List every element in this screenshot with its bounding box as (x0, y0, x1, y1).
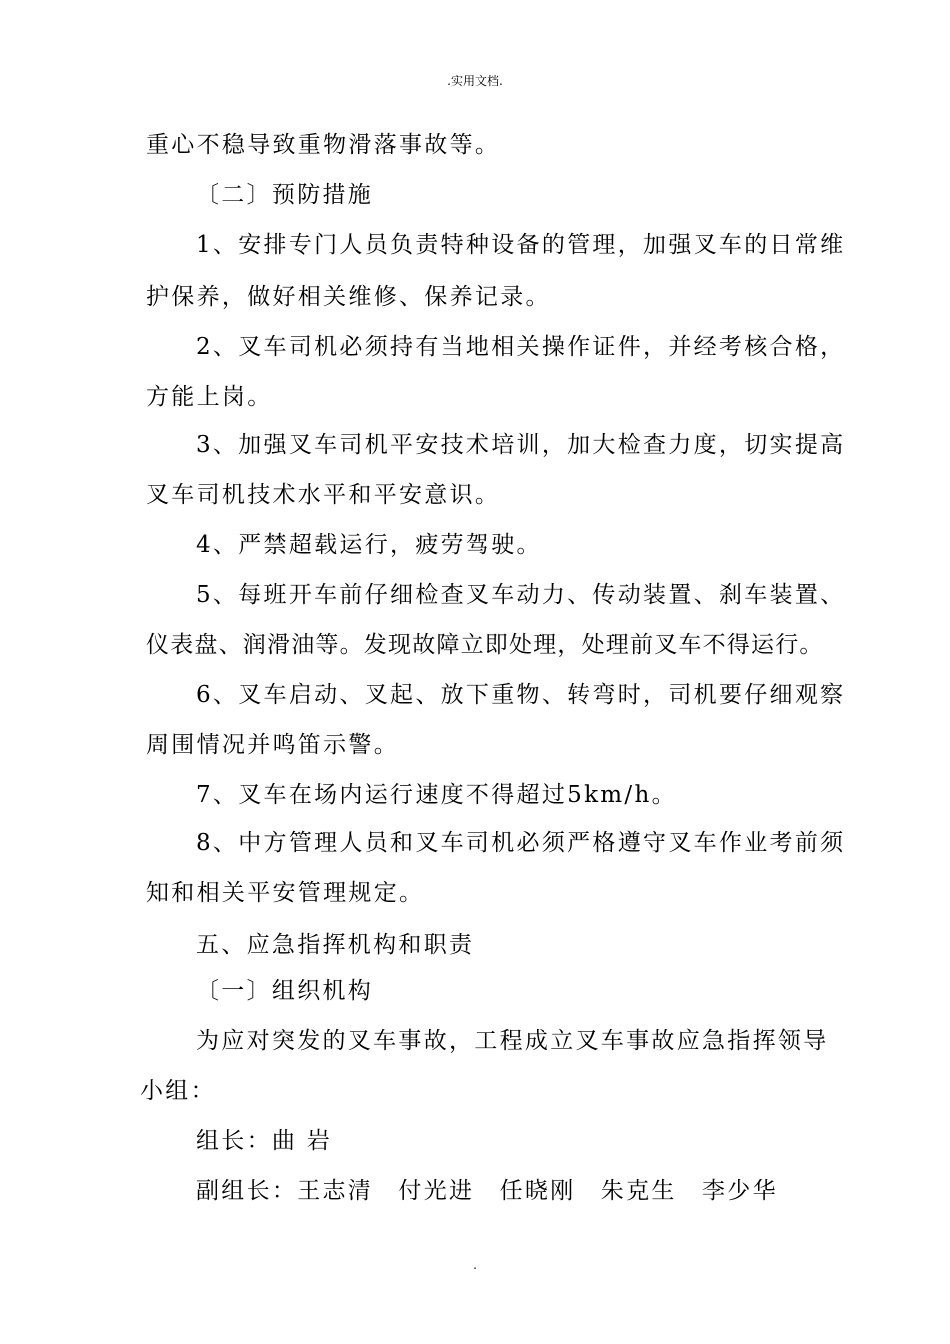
text-line: 仪表盘、润滑油等。发现故障立即处理，处理前叉车不得运行。 (146, 632, 824, 658)
text-line: 5、每班开车前仔细检查叉车动力、传动装置、刹车装置、 (196, 582, 846, 608)
page-footer: . (473, 1258, 477, 1272)
deputy-leaders-line: 副组长：王志清 付光进 任晓刚 朱克生 李少华 (196, 1178, 778, 1204)
text-line: 2、叉车司机必须持有当地相关操作证件，并经考核合格， (196, 334, 846, 360)
text-line: 护保养，做好相关维修、保养记录。 (146, 284, 551, 310)
text-line: 知和相关平安管理规定。 (146, 880, 425, 906)
text-line: 周围情况并鸣笛示警。 (146, 732, 399, 758)
chapter-heading: 五、应急指挥机构和职责 (196, 932, 475, 958)
section-heading: 〔二〕预防措施 (196, 182, 374, 208)
text-line: 方能上岗。 (146, 384, 273, 410)
text-line: 4、严禁超载运行，疲劳驾驶。 (196, 532, 542, 558)
leader-line: 组长：曲 岩 (196, 1128, 333, 1154)
text-line: 重心不稳导致重物滑落事故等。 (146, 132, 501, 158)
text-line: 为应对突发的叉车事故，工程成立叉车事故应急指挥领导 (196, 1028, 829, 1054)
text-line: 3、加强叉车司机平安技术培训，加大检查力度，切实提高 (196, 432, 846, 458)
text-line: 小组： (140, 1078, 216, 1104)
text-line: 6、叉车启动、叉起、放下重物、转弯时，司机要仔细观察 (196, 682, 846, 708)
text-line: 7、叉车在场内运行速度不得超过5km/h。 (196, 782, 677, 808)
page-header: .实用文档. (447, 74, 503, 88)
text-line: 8、中方管理人员和叉车司机必须严格遵守叉车作业考前须 (196, 830, 846, 856)
section-heading: 〔一〕组织机构 (196, 978, 374, 1004)
text-line: 1、安排专门人员负责特种设备的管理，加强叉车的日常维 (196, 232, 846, 258)
text-line: 叉车司机技术水平和平安意识。 (146, 482, 501, 508)
